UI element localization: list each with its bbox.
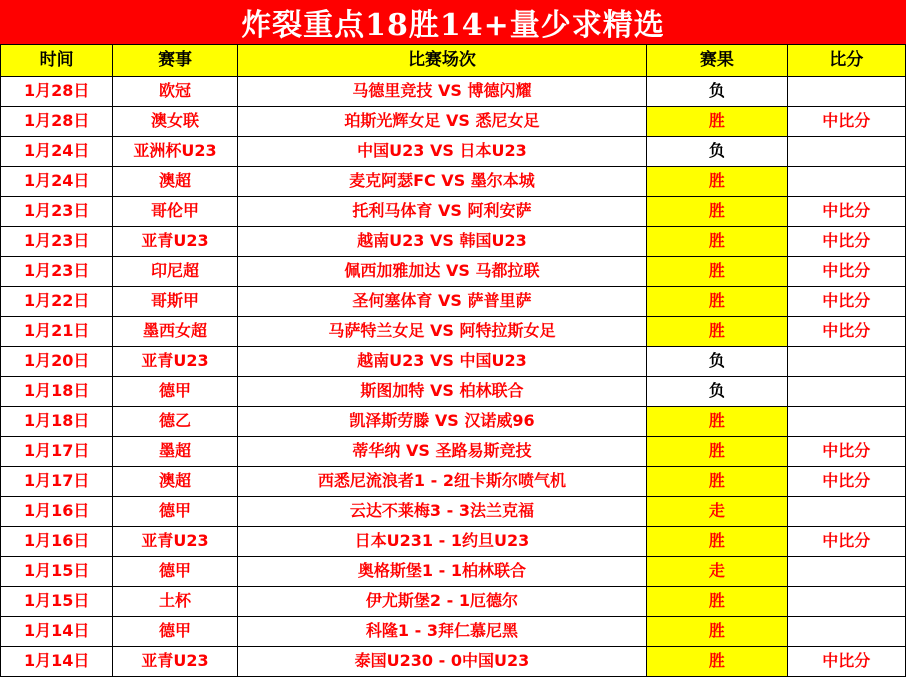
table-header	[1, 45, 906, 77]
table-row	[1, 107, 906, 137]
cell-league: 哥伦甲	[113, 197, 237, 227]
table-row	[1, 167, 906, 197]
cell-score: 中比分	[787, 467, 905, 497]
cell-date: 1月24日	[1, 137, 113, 167]
cell-match: 蒂华纳 VS 圣路易斯竞技	[237, 437, 646, 467]
title-bar	[0, 0, 906, 44]
cell-score: 中比分	[787, 647, 905, 677]
column-header-score: 比分	[787, 45, 905, 77]
cell-match: 日本U231 - 1约旦U23	[237, 527, 646, 557]
cell-result: 负	[647, 137, 787, 167]
cell-league: 墨超	[113, 437, 237, 467]
cell-league: 德甲	[113, 557, 237, 587]
cell-match: 越南U23 VS 中国U23	[237, 347, 646, 377]
table-row	[1, 227, 906, 257]
cell-league: 德甲	[113, 617, 237, 647]
table-row	[1, 377, 906, 407]
cell-date: 1月14日	[1, 617, 113, 647]
cell-match: 奥格斯堡1 - 1柏林联合	[237, 557, 646, 587]
cell-date: 1月23日	[1, 257, 113, 287]
cell-result: 胜	[647, 437, 787, 467]
cell-score: 中比分	[787, 437, 905, 467]
table-row	[1, 497, 906, 527]
table-header-row	[1, 45, 906, 77]
cell-match: 马萨特兰女足 VS 阿特拉斯女足	[237, 317, 646, 347]
cell-result: 胜	[647, 647, 787, 677]
cell-match: 凯泽斯劳滕 VS 汉诺威96	[237, 407, 646, 437]
cell-league: 亚青U23	[113, 527, 237, 557]
cell-match: 斯图加特 VS 柏林联合	[237, 377, 646, 407]
cell-result: 走	[647, 497, 787, 527]
cell-result: 胜	[647, 317, 787, 347]
cell-match: 马德里竞技 VS 博德闪耀	[237, 77, 646, 107]
cell-score	[787, 167, 905, 197]
cell-match: 麦克阿瑟FC VS 墨尔本城	[237, 167, 646, 197]
cell-match: 云达不莱梅3 - 3法兰克福	[237, 497, 646, 527]
table-row	[1, 617, 906, 647]
cell-date: 1月21日	[1, 317, 113, 347]
table-row	[1, 467, 906, 497]
cell-result: 负	[647, 377, 787, 407]
cell-date: 1月14日	[1, 647, 113, 677]
cell-result: 负	[647, 347, 787, 377]
cell-league: 墨西女超	[113, 317, 237, 347]
cell-league: 德甲	[113, 497, 237, 527]
cell-league: 德乙	[113, 407, 237, 437]
cell-score	[787, 407, 905, 437]
cell-league: 亚洲杯U23	[113, 137, 237, 167]
predictions-table	[0, 44, 906, 677]
cell-score	[787, 377, 905, 407]
cell-result: 胜	[647, 527, 787, 557]
cell-league: 欧冠	[113, 77, 237, 107]
cell-score: 中比分	[787, 527, 905, 557]
cell-league: 亚青U23	[113, 347, 237, 377]
table-row	[1, 527, 906, 557]
cell-date: 1月15日	[1, 587, 113, 617]
cell-date: 1月17日	[1, 437, 113, 467]
cell-league: 澳超	[113, 467, 237, 497]
cell-league: 印尼超	[113, 257, 237, 287]
cell-result: 胜	[647, 167, 787, 197]
cell-match: 托利马体育 VS 阿利安萨	[237, 197, 646, 227]
cell-score	[787, 497, 905, 527]
table-body	[1, 77, 906, 677]
cell-league: 澳超	[113, 167, 237, 197]
page-title: 炸裂重点18胜14+量少求精选	[241, 8, 665, 43]
table-row	[1, 347, 906, 377]
column-header-league: 赛事	[113, 45, 237, 77]
cell-date: 1月16日	[1, 497, 113, 527]
cell-score	[787, 137, 905, 167]
cell-date: 1月24日	[1, 167, 113, 197]
table-row	[1, 287, 906, 317]
cell-score	[787, 587, 905, 617]
cell-score: 中比分	[787, 287, 905, 317]
cell-score	[787, 77, 905, 107]
cell-score: 中比分	[787, 197, 905, 227]
cell-score: 中比分	[787, 257, 905, 287]
cell-league: 澳女联	[113, 107, 237, 137]
cell-score: 中比分	[787, 317, 905, 347]
table-row	[1, 317, 906, 347]
table-row	[1, 77, 906, 107]
cell-date: 1月23日	[1, 227, 113, 257]
cell-date: 1月28日	[1, 107, 113, 137]
table-row	[1, 437, 906, 467]
cell-result: 胜	[647, 407, 787, 437]
table-row	[1, 257, 906, 287]
cell-score: 中比分	[787, 107, 905, 137]
cell-date: 1月28日	[1, 77, 113, 107]
cell-score: 中比分	[787, 227, 905, 257]
cell-match: 泰国U230 - 0中国U23	[237, 647, 646, 677]
cell-result: 胜	[647, 287, 787, 317]
cell-match: 西悉尼流浪者1 - 2纽卡斯尔喷气机	[237, 467, 646, 497]
cell-result: 胜	[647, 107, 787, 137]
cell-result: 胜	[647, 197, 787, 227]
table-row	[1, 557, 906, 587]
column-header-date: 时间	[1, 45, 113, 77]
cell-result: 走	[647, 557, 787, 587]
cell-result: 胜	[647, 617, 787, 647]
column-header-match: 比赛场次	[237, 45, 646, 77]
cell-match: 科隆1 - 3拜仁慕尼黑	[237, 617, 646, 647]
cell-league: 哥斯甲	[113, 287, 237, 317]
cell-match: 佩西加雅加达 VS 马都拉联	[237, 257, 646, 287]
table-row	[1, 137, 906, 167]
cell-league: 亚青U23	[113, 647, 237, 677]
cell-match: 圣何塞体育 VS 萨普里萨	[237, 287, 646, 317]
cell-league: 亚青U23	[113, 227, 237, 257]
cell-score	[787, 557, 905, 587]
cell-result: 负	[647, 77, 787, 107]
cell-date: 1月15日	[1, 557, 113, 587]
table-row	[1, 587, 906, 617]
table-row	[1, 407, 906, 437]
cell-date: 1月23日	[1, 197, 113, 227]
cell-date: 1月22日	[1, 287, 113, 317]
cell-date: 1月18日	[1, 377, 113, 407]
table-row	[1, 197, 906, 227]
cell-result: 胜	[647, 467, 787, 497]
cell-date: 1月20日	[1, 347, 113, 377]
column-header-result: 赛果	[647, 45, 787, 77]
cell-league: 德甲	[113, 377, 237, 407]
cell-score	[787, 347, 905, 377]
cell-match: 伊尤斯堡2 - 1厄德尔	[237, 587, 646, 617]
cell-match: 中国U23 VS 日本U23	[237, 137, 646, 167]
cell-score	[787, 617, 905, 647]
cell-match: 珀斯光辉女足 VS 悉尼女足	[237, 107, 646, 137]
table-row	[1, 647, 906, 677]
cell-date: 1月17日	[1, 467, 113, 497]
cell-date: 1月16日	[1, 527, 113, 557]
cell-league: 土杯	[113, 587, 237, 617]
cell-result: 胜	[647, 227, 787, 257]
cell-result: 胜	[647, 257, 787, 287]
cell-match: 越南U23 VS 韩国U23	[237, 227, 646, 257]
cell-date: 1月18日	[1, 407, 113, 437]
cell-result: 胜	[647, 587, 787, 617]
